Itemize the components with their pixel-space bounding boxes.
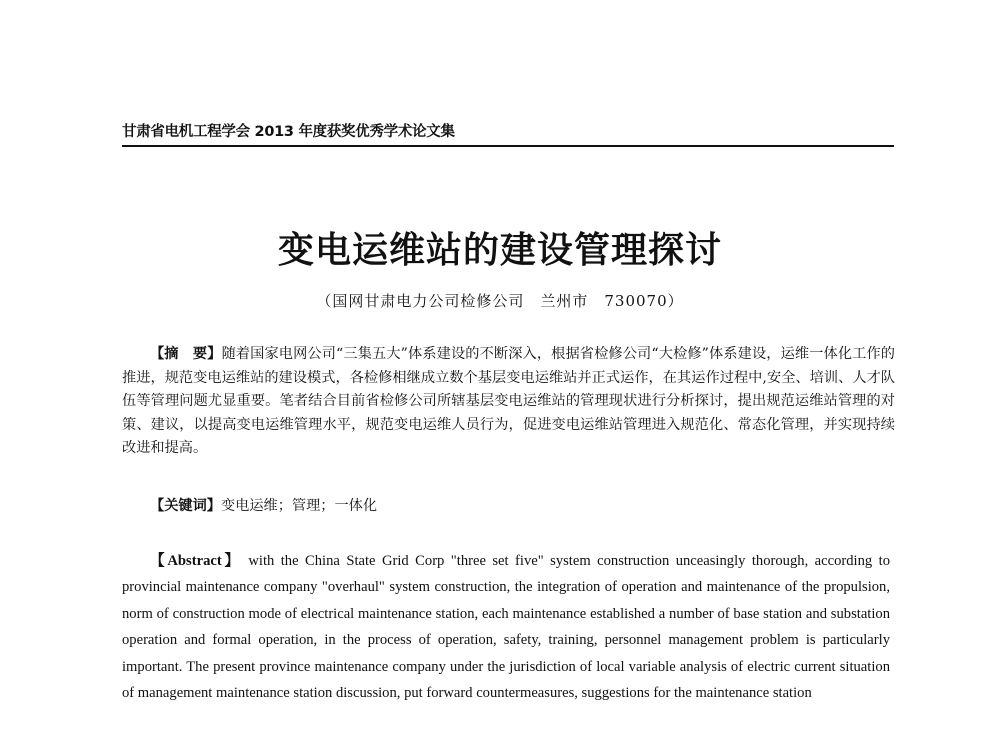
english-abstract [122, 548, 890, 706]
english-abstract-label: 【Abstract】 [150, 553, 242, 569]
keywords-label: 【关键词】 [150, 498, 221, 514]
keywords-text: 变电运维；管理；一体化 [220, 498, 378, 514]
running-header: 甘肃省电机工程学会 2013 年度获奖优秀学术论文集 [122, 120, 894, 147]
abstract-label: 【摘 要】 [150, 346, 222, 362]
author-affiliation: （国网甘肃电力公司检修公司 兰州市 730070） [316, 292, 684, 310]
chinese-abstract [122, 343, 895, 461]
article-title: 变电运维站的建设管理探讨 [277, 229, 722, 271]
english-abstract-text: with the China State Grid Corp "three set five" system construction unceasingly thorough, according to provincial maintenance company "overhaul" system construction, the integration of operation and maintenance of the propulsion, norm of construction mode of electrical maintenance station, each maintenance established a number of base station and substation operation and formal operation, in the process of operation, safety, training, personnel management problem is particularly important. The present province maintenance company under the jurisdiction of local variable analysis of electric current situation of management maintenance station discussion, put forward countermeasures, suggestions for the maintenance station [122, 553, 890, 702]
chinese-abstract-text: 随着国家电网公司“三集五大”体系建设的不断深入，根据省检修公司“大检修”体系建设，运维一体化工作的推进，规范变电运维站的建设模式，各检修相继成立数个基层变电运维站并正式运作，在其运作过程中,安全、培训、人才队伍等管理问题尤显重要。笔者结合目前省检修公司所辖基层变电运维站的管理现状进行分析探讨，提出规范运维站管理的对策、建议，以提高变电运维管理水平，规范变电运维人员行为，促进变电运维站管理进入规范化、常态化管理，并实现持续改进和提高。 [122, 346, 895, 456]
keywords-line [150, 495, 377, 519]
